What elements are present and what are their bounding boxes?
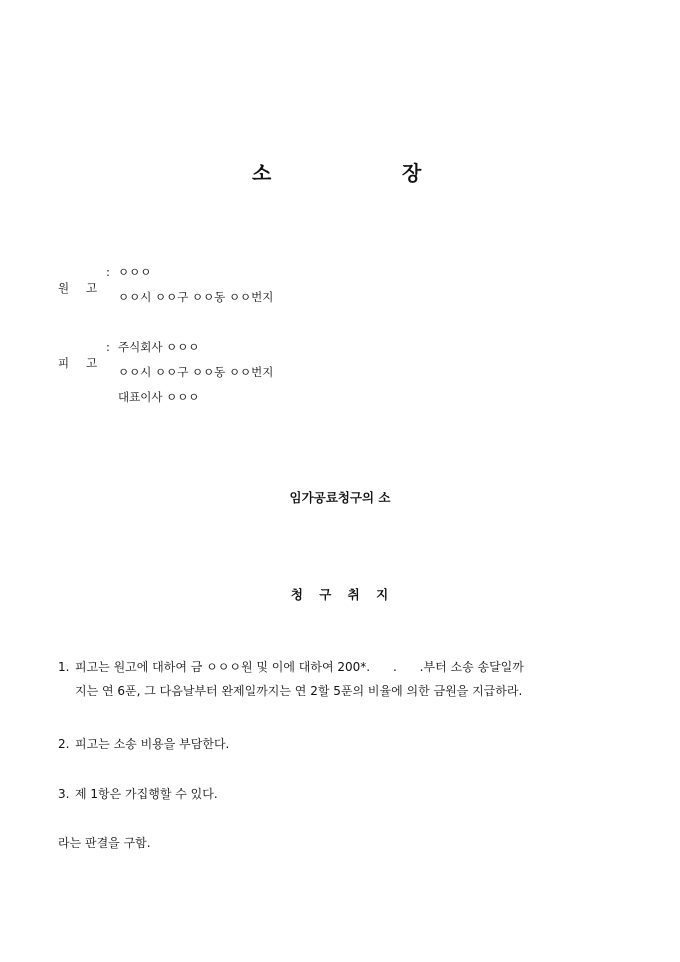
claim-text-line-1: 피고는 원고에 대하여 금 ㅇㅇㅇ원 및 이에 대하여 200*. . .부터 소송 송달일까 (75, 660, 524, 674)
title-char-1: 소 (252, 161, 272, 185)
defendant-colon: : (106, 340, 110, 354)
defendant-label-char-1: 피 (58, 356, 70, 370)
claims-heading: 청 구 취 지 (290, 587, 390, 602)
claim-item-3 (58, 782, 638, 806)
claim-item-1 (58, 655, 638, 703)
claim-number: 3. (58, 787, 70, 801)
plaintiff-block (58, 260, 274, 310)
case-name: 임가공료청구의 소 (289, 490, 391, 505)
defendant-block (58, 335, 274, 410)
defendant-label-char-2: 고 (86, 356, 98, 370)
claim-number: 1. (58, 660, 70, 674)
plaintiff-colon: : (106, 265, 110, 279)
plaintiff-label-char-1: 원 (58, 281, 70, 295)
plaintiff-label-char-2: 고 (86, 281, 98, 295)
defendant-name: 주식회사 ㅇㅇㅇ (118, 340, 200, 354)
closing-statement: 라는 판결을 구함. (58, 836, 151, 850)
claim-text-line-2: 지는 연 6푼, 그 다음날부터 완제일까지는 연 2할 5푼의 비율에 의한 금원을 지급하라. (75, 684, 523, 698)
defendant-address: ㅇㅇ시 ㅇㅇ구 ㅇㅇ동 ㅇㅇ번지 (118, 365, 274, 379)
title-char-2: 장 (402, 161, 422, 185)
claim-text-line-1: 피고는 소송 비용을 부담한다. (75, 737, 230, 751)
claim-number: 2. (58, 737, 70, 751)
claim-text-line-1: 제 1항은 가집행할 수 있다. (75, 787, 218, 801)
plaintiff-name: ㅇㅇㅇ (118, 265, 152, 279)
plaintiff-address: ㅇㅇ시 ㅇㅇ구 ㅇㅇ동 ㅇㅇ번지 (118, 290, 274, 304)
defendant-representative: 대표이사 ㅇㅇㅇ (118, 390, 200, 404)
claim-item-2 (58, 732, 638, 756)
document-title (0, 157, 680, 185)
